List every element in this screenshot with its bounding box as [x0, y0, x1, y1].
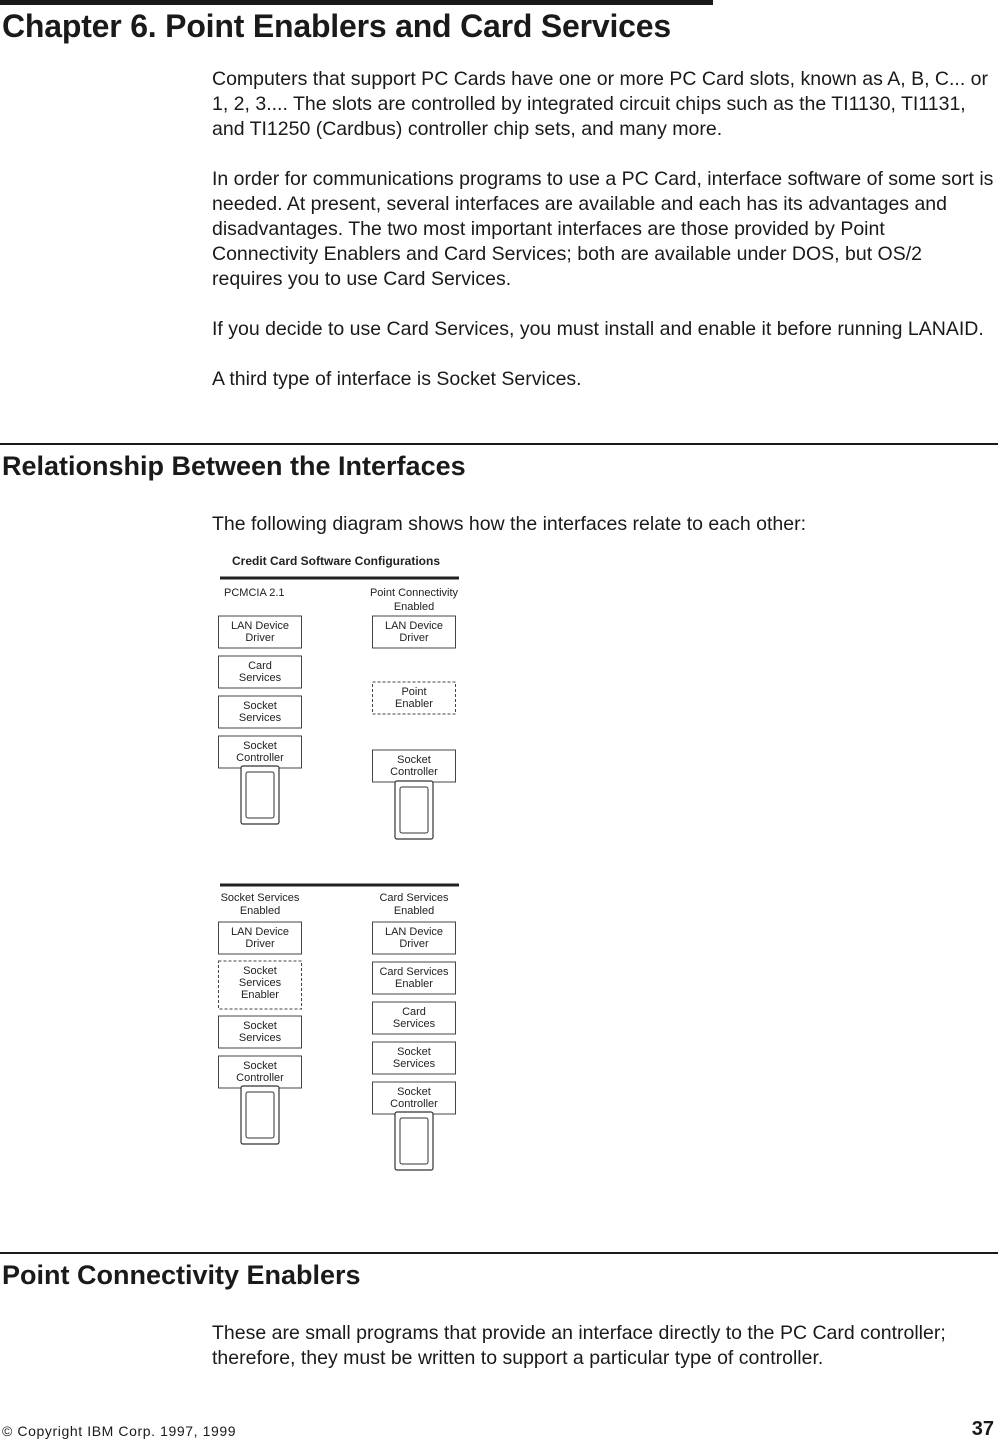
chapter-top-rule — [0, 0, 713, 5]
socket-services-box-label: Services — [238, 977, 282, 989]
interface-diagram — [210, 548, 480, 1183]
card-services-box-label: Services — [392, 1018, 436, 1030]
socket-services-box-label: Socket — [243, 965, 277, 977]
chapter-intro — [212, 67, 996, 392]
relationship-intro — [212, 512, 996, 537]
point-connectivity-box-label: Socket — [397, 754, 431, 766]
card-services-box-label: Services — [392, 1058, 436, 1070]
section-rule-point-enablers — [0, 1252, 998, 1254]
paragraph-pc-card-slots: Computers that support PC Cards have one or more PC Card slots, known as A, B, C... or 1, 2, 3.... The slots are controlled by integrated circuit chips such as the TI1130, TI1131, and TI1250 (Cardbus) controller chip sets, and many more. — [212, 68, 989, 140]
interface-diagram-svg — [210, 548, 480, 1178]
pcmcia-box-label: Services — [238, 712, 282, 724]
footer-page-number: 37 — [971, 1418, 994, 1440]
pcmcia-box-label: Controller — [236, 752, 284, 764]
socket-services-heading: Enabled — [239, 905, 281, 917]
point-connectivity-box-label: LAN Device — [384, 620, 444, 632]
card-services-box-label: Enabler — [395, 978, 433, 990]
diagram-title: Credit Card Software Configurations — [231, 554, 441, 568]
point-connectivity-heading: Enabled — [393, 601, 435, 613]
card-services-box-label: Socket — [397, 1086, 431, 1098]
card-services-box-label: Card Services — [379, 966, 449, 978]
pcmcia-box-label: Socket — [243, 740, 277, 752]
point-connectivity-box-label: Point — [401, 686, 427, 698]
section-title-relationship: Relationship Between the Interfaces — [2, 451, 466, 481]
chapter-title: Chapter 6. Point Enablers and Card Services — [2, 8, 671, 44]
card-services-heading: Enabled — [393, 905, 435, 917]
section-rule-relationship — [0, 443, 998, 445]
socket-services-box-label: Driver — [245, 938, 275, 950]
socket-services-heading: Socket Services — [220, 892, 300, 904]
pcmcia-box-label: Socket — [243, 700, 277, 712]
footer-copyright: © Copyright IBM Corp. 1997, 1999 — [2, 1423, 237, 1439]
pcmcia-box-label: Driver — [245, 632, 275, 644]
card-services-box-label: Socket — [397, 1046, 431, 1058]
point-enablers-paragraph: These are small programs that provide an interface directly to the PC Card controller; therefore, they must be written to support a particular type of controller. — [212, 1322, 946, 1369]
socket-services-box-label: Enabler — [241, 989, 279, 1001]
paragraph-install-card-services: If you decide to use Card Services, you must install and enable it before running LANAID. — [212, 318, 984, 340]
pcmcia-box-label: LAN Device — [230, 620, 290, 632]
point-connectivity-box-label: Driver — [399, 632, 429, 644]
socket-services-box-label: Controller — [236, 1072, 284, 1084]
relationship-intro-text: The following diagram shows how the interfaces relate to each other: — [212, 513, 806, 535]
card-services-box-label: Card — [402, 1006, 426, 1018]
point-enablers-body — [212, 1321, 996, 1371]
socket-services-box-label: LAN Device — [230, 926, 290, 938]
pcmcia-pc-card-label-area — [246, 772, 274, 818]
paragraph-interface-software: In order for communications programs to use a PC Card, interface software of some sort is needed. At present, several interfaces are available and each has its advantages and disadvantages. The two most important interfaces are those provided by Point Connectivity Enablers and Card Services; both are available under DOS, but OS/2 requires you to use Card Services. — [212, 168, 994, 290]
card-services-pc-card-label-area — [400, 1118, 428, 1164]
point-connectivity-pc-card-label-area — [400, 787, 428, 833]
socket-services-box-label: Socket — [243, 1060, 277, 1072]
card-services-box-label: LAN Device — [384, 926, 444, 938]
paragraph-socket-services: A third type of interface is Socket Services. — [212, 368, 582, 390]
card-services-heading: Card Services — [379, 892, 449, 904]
card-services-box-label: Driver — [399, 938, 429, 950]
point-connectivity-box-label: Enabler — [395, 698, 433, 710]
point-connectivity-heading: Point Connectivity — [369, 587, 459, 599]
socket-services-pc-card-label-area — [246, 1092, 274, 1138]
point-connectivity-box-label: Controller — [390, 766, 438, 778]
card-services-box-label: Controller — [390, 1098, 438, 1110]
pcmcia-box-label: Services — [238, 672, 282, 684]
pcmcia-box-label: Card — [248, 660, 272, 672]
socket-services-box-label: Socket — [243, 1020, 277, 1032]
section-title-point-enablers: Point Connectivity Enablers — [2, 1260, 361, 1290]
pcmcia-heading: PCMCIA 2.1 — [224, 587, 285, 599]
socket-services-box-label: Services — [238, 1032, 282, 1044]
